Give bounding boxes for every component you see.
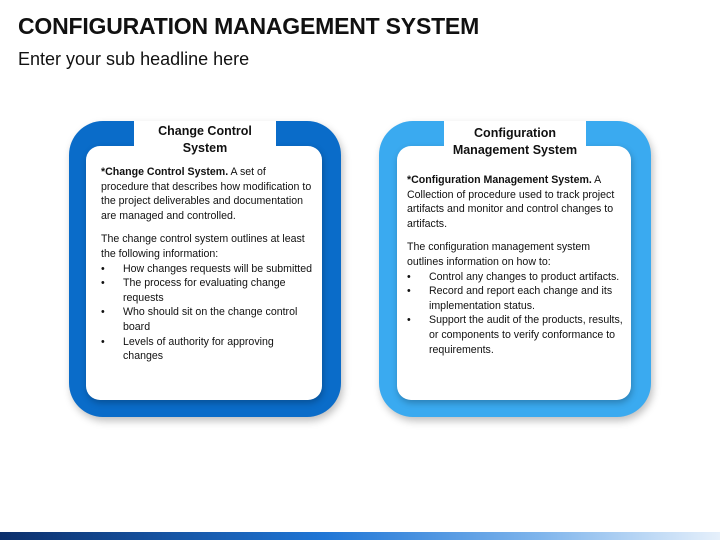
card-lead-text: A Collection of procedure used to track project artifacts and monitor and control changes to artifacts.: [407, 174, 615, 230]
configuration-management-card-header: [444, 121, 586, 167]
bullet-icon: •: [101, 262, 105, 275]
list-item-text: Who should sit on the change control board: [123, 306, 298, 333]
card-header-line1: Configuration: [474, 126, 556, 140]
footer-gradient-bar: [0, 532, 720, 540]
list-item-text: Control any changes to product artifacts.: [429, 270, 620, 283]
list-item-text: How changes requests will be submitted: [123, 262, 313, 275]
card-lead-bold: *Change Control System.: [101, 166, 229, 178]
list-item: [101, 335, 313, 364]
change-control-card-text: [101, 165, 313, 364]
card-intro: The change control system outlines at least the following information:: [101, 233, 305, 260]
card-lead-text: A set of procedure that describes how modification to the project deliverables and documentation are managed and controlled.: [101, 166, 312, 222]
list-item-text: The process for evaluating change requests: [123, 277, 286, 304]
card-lead-bold: *Configuration Management System.: [407, 174, 592, 186]
bullet-icon: •: [407, 314, 411, 327]
list-item: [407, 270, 623, 285]
bullet-icon: •: [101, 306, 105, 319]
list-item: [101, 276, 313, 305]
list-item-text: Support the audit of the products, results, or components to verify conformance to requirements.: [429, 314, 623, 356]
list-item: [407, 313, 623, 357]
bullet-icon: •: [101, 277, 105, 290]
list-item: [407, 284, 623, 313]
list-item-text: Record and report each change and its implementation status.: [429, 285, 613, 312]
card-header-line2: Management System: [452, 143, 578, 157]
page-title: CONFIGURATION MANAGEMENT SYSTEM: [18, 13, 480, 39]
card-lead-paragraph: [407, 173, 623, 231]
card-lead-paragraph: [101, 165, 313, 223]
list-item: [101, 305, 313, 334]
list-item-text: Levels of authority for approving changes: [123, 335, 274, 363]
card-intro: The configuration management system outlines information on how to:: [407, 241, 591, 268]
bullet-icon: •: [101, 335, 105, 348]
bullet-icon: •: [407, 285, 411, 298]
change-control-card-header: [134, 121, 276, 161]
page-subtitle: Enter your sub headline here: [18, 49, 250, 69]
card-bullet-list: [407, 270, 623, 358]
bullet-icon: •: [407, 270, 411, 283]
configuration-management-card-text: [407, 173, 623, 357]
card-header-line1: Change Control: [158, 124, 252, 138]
list-item: [101, 262, 313, 277]
card-bullet-list: [101, 262, 313, 364]
card-header-line2: System: [182, 141, 228, 155]
